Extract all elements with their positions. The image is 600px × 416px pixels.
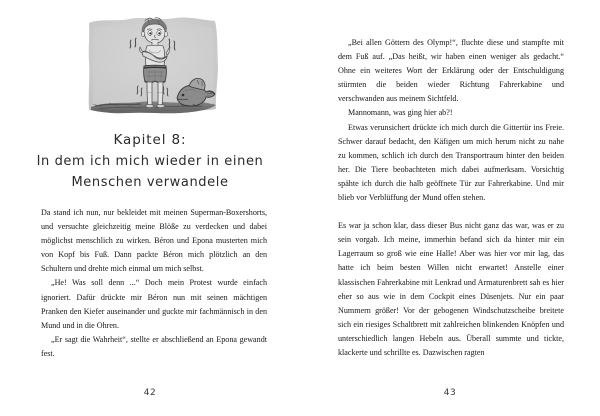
paragraph: „Bei allen Göttern des Olymp!“, fluchte diese und stampfte mit dem Fuß auf. „Das heißt, wir haben einen weniger als gedacht.“ Ohne ein weiteres Wort der Erklärung oder der Entschuldigung stürmten die beiden wieder Richtung Fahrerkabine und verschwanden aus meinem Sichtfeld. (338, 38, 564, 104)
paragraph: Da stand ich nun, nur bekleidet mit meinen Superman-Boxershorts, und versuchte gleichzeitig meine Blöße zu verdecken und dabei möglichst menschlich zu wirken. Béron und Epona musterten mich von Kopf bis Fuß. Dann packte Béron mich plötzlich an den Schultern und drehte mich einmal um mich selbst. (41, 208, 267, 274)
paragraph: „He! Was soll denn ...“ Doch mein Protest wurde einfach ignoriert. Dafür drückte mir Béron nun mit seinen mächtigen Pranken den Kiefer auseinander und guckte mir fachmännisch in den Mund und in die Ohren. (41, 278, 267, 330)
chapter-heading-line-2: In dem ich mich wieder in einen (36, 154, 264, 169)
chapter-illustration (85, 14, 221, 126)
chapter-heading (20, 130, 280, 193)
right-page-body-text (338, 36, 564, 360)
paragraph: Etwas verunsichert drückte ich mich durch die Gittertür ins Freie. Schwer darauf bedacht, den Käfigen um mich herum nicht zu nahe zu kommen, schlich ich durch den Transportraum hinter den beiden her. Die Tiere beobachteten mich dabei aufmerksam. Vorsichtig spähte ich durch die halb geöffnete Tür zur Fahrerkabine. Und mir blieb vor Verblüffung der Mund offen stehen. (338, 122, 564, 203)
chapter-heading-line-1: Kapitel 8: (113, 132, 187, 148)
chapter-heading-line-3: Menschen verwandele (71, 175, 229, 190)
paragraph: Es war ja schon klar, dass dieser Bus nicht ganz das war, was er zu sein vorgab. Ich meine, immerhin befand sich da hinter mir ein Lagerraum so groß wie eine Halle! Aber was hier vor mir lag, das hatte ich beim besten Willen nicht erwartet! Anstelle einer klassischen Fahrerkabine mit Lenkrad und Armaturenbrett sah es hier eher so aus wie in dem Cockpit eines Düsenjets. Nur ein paar Nummern größer! Vor der gebogenen Windschutzscheibe breitete sich ein riesiges Schaltbrett mit zahlreichen blinkenden Knöpfen und unterschiedlich langen Hebeln aus. Überall summte und tickte, klackerte und schrillte es. Dazwischen ragten (338, 221, 564, 357)
page-number-left: 42 (143, 388, 157, 398)
page-number-right: 43 (443, 388, 457, 398)
paragraph: Mannomann, was ging hier ab?! (348, 108, 453, 118)
right-page (300, 0, 600, 416)
paragraph: „Er sagt die Wahrheit“, stellte er abschließend an Epona gewandt fest. (41, 334, 267, 358)
left-page-body-text (41, 206, 267, 361)
